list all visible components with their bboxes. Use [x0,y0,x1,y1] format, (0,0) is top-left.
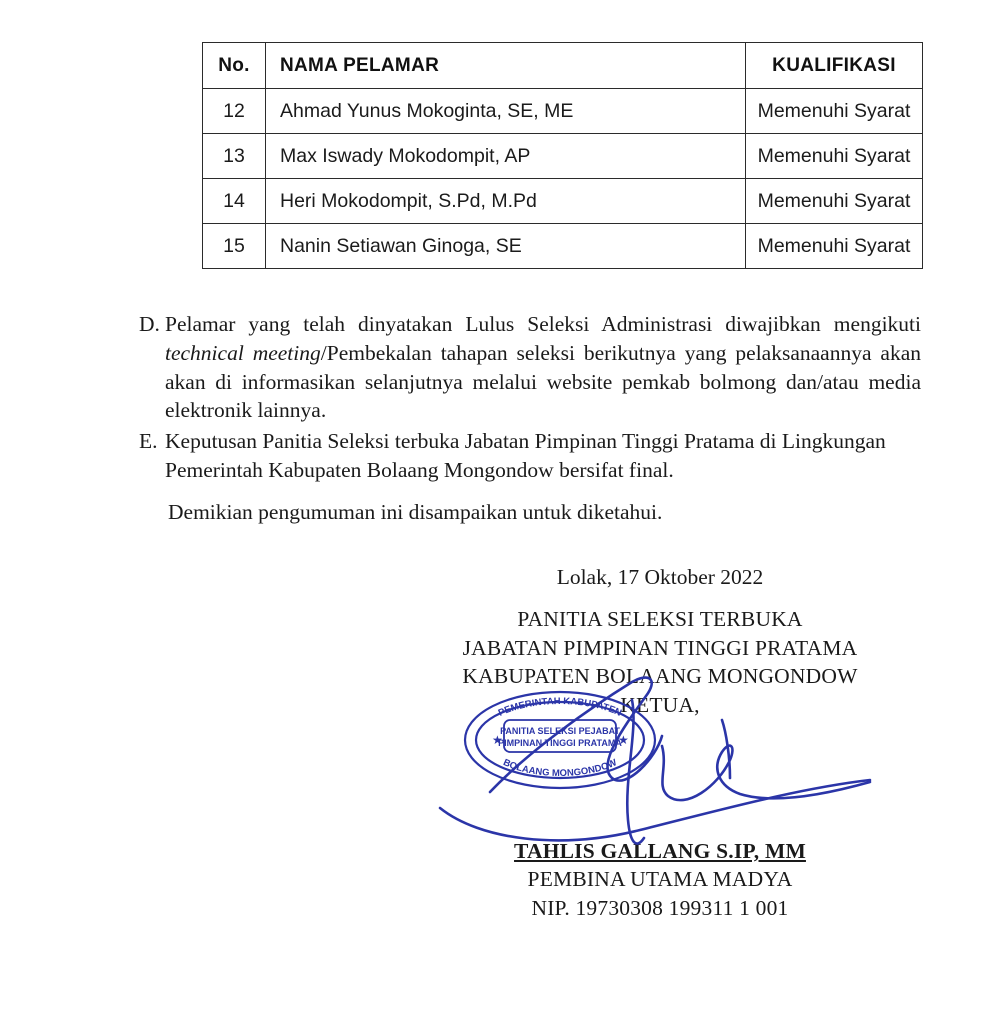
table-row [203,179,923,224]
signature-org-line-3: KABUPATEN BOLAANG MONGONDOW [462,664,858,689]
signature-block [440,563,880,922]
cell-no: 15 [203,224,266,269]
signature-place-date: Lolak, 17 Oktober 2022 [556,565,764,589]
signatory-rank: PEMBINA UTAMA MADYA [527,867,793,892]
cell-name: Ahmad Yunus Mokoginta, SE, ME [266,89,746,134]
cell-qualification: Memenuhi Syarat [746,179,923,224]
column-header-no: No. [203,43,266,89]
stamp-star-left: ★ [492,733,503,747]
list-marker-e: E. [139,429,158,454]
paragraph-d-part2: /Pembekalan tahapan seleksi berikutnya yang pelaksanaannya akan akan di informasikan selanjutnya melalui website pemkab bolmong dan/atau media elektronik lainnya. [165,340,921,423]
signatory-nip: NIP. 19730308 199311 1 001 [531,895,789,920]
signature-org-line-4: KETUA, [620,692,700,717]
list-text-d [165,310,921,425]
cell-name: Max Iswady Mokodompit, AP [266,134,746,179]
stamp-star-right: ★ [618,733,629,747]
table-row [203,89,923,134]
paragraph-d-part1: Pelamar yang telah dinyatakan Lulus Seleksi Administrasi diwajibkan mengikuti [165,312,921,336]
signature-org-line-2: JABATAN PIMPINAN TINGGI PRATAMA [462,635,858,660]
stamp-top-text: PEMERINTAH KABUPATEN [496,695,624,719]
cell-no: 12 [203,89,266,134]
paragraph-d-italic: technical meeting [165,340,321,365]
body-paragraphs [139,310,921,487]
table-header-row [203,43,923,89]
cell-qualification: Memenuhi Syarat [746,134,923,179]
list-item-e [139,427,921,485]
closing-paragraph: Demikian pengumuman ini disampaikan untuk diketahui. [168,500,663,524]
table-row [203,134,923,179]
cell-qualification: Memenuhi Syarat [746,89,923,134]
stamp-bottom-text: BOLAANG MONGONDOW [501,757,619,780]
column-header-qualification: KUALIFIKASI [746,43,923,89]
column-header-name: NAMA PELAMAR [266,43,746,89]
signature-space [440,719,880,837]
list-marker-d: D. [139,312,160,336]
cell-no: 14 [203,179,266,224]
cell-no: 13 [203,134,266,179]
table-row [203,224,923,269]
applicant-table [202,42,923,269]
signature-org-line-1: PANITIA SELEKSI TERBUKA [517,607,803,632]
signatory-name: TAHLIS GALLANG S.IP, MM [514,838,806,863]
stamp-mid-text-2: PIMPINAN TINGGI PRATAMA [498,738,622,748]
cell-name: Heri Mokodompit, S.Pd, M.Pd [266,179,746,224]
list-item-d [139,310,921,425]
cell-qualification: Memenuhi Syarat [746,224,923,269]
cell-name: Nanin Setiawan Ginoga, SE [266,224,746,269]
stamp-mid-text-1: PANITIA SELEKSI PEJABAT [500,726,620,736]
list-text-e: Keputusan Panitia Seleksi terbuka Jabatan Pimpinan Tinggi Pratama di Lingkungan Pemerintah Kabupaten Bolaang Mongondow bersifat final. [165,429,886,482]
